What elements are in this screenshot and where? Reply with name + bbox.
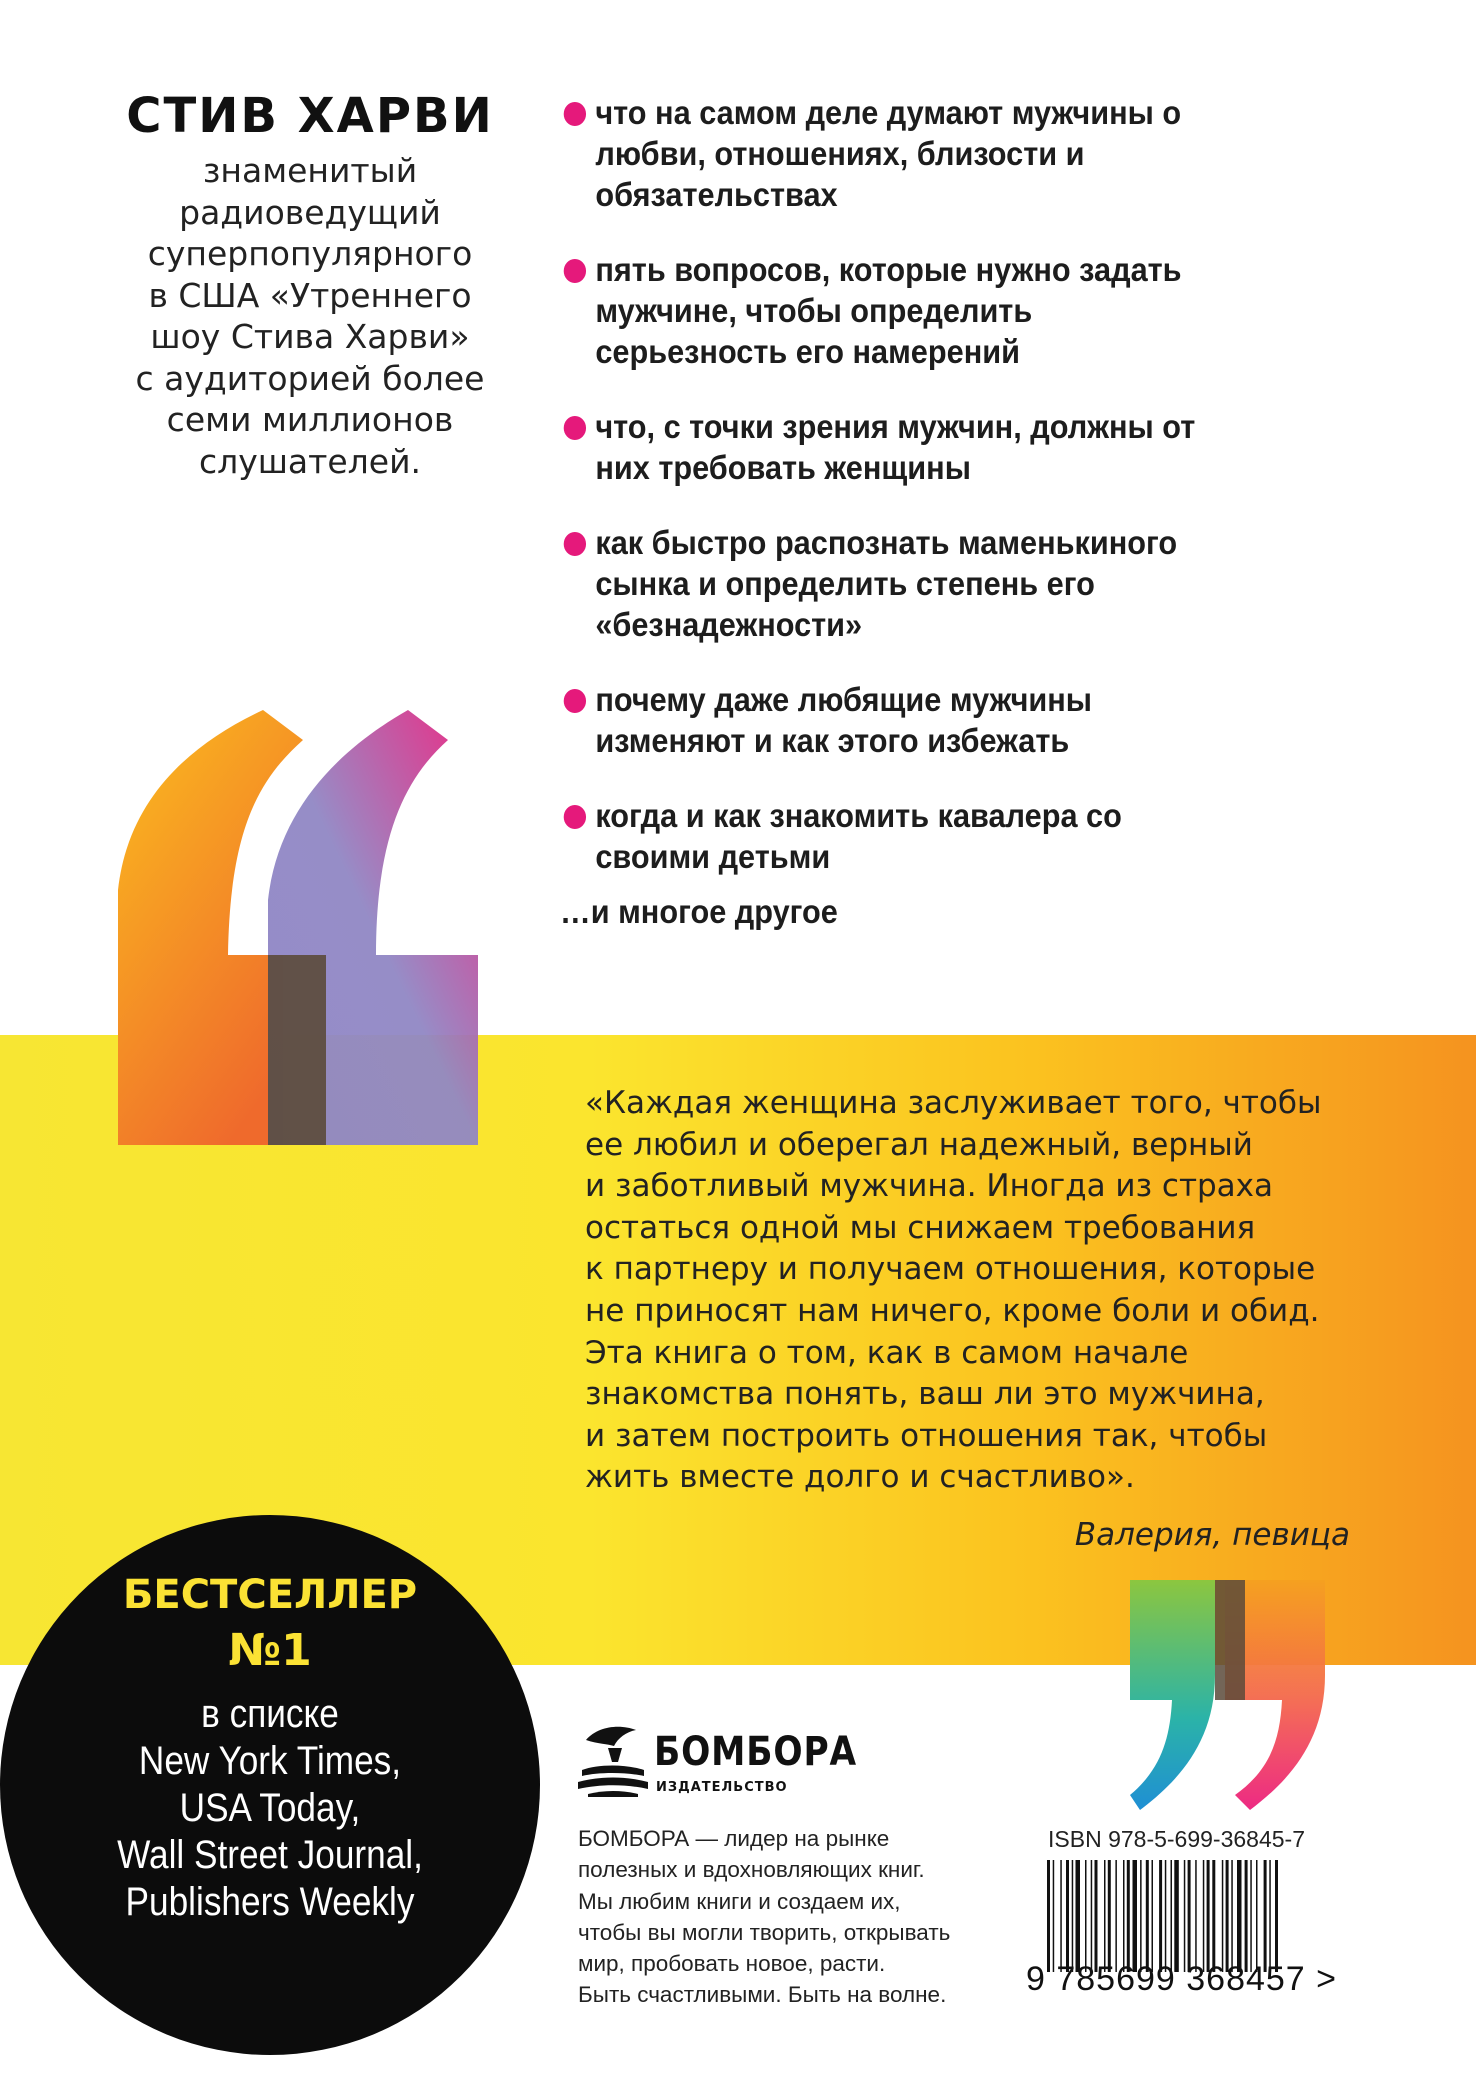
barcode-digits: 9 785699 368457 > — [1026, 1960, 1338, 1998]
publisher-line: мир, пробовать новое, расти. — [578, 1951, 886, 1977]
barcode-bar — [1115, 1860, 1117, 1972]
publisher-line: БОМБОРА — лидер на рынке — [578, 1826, 890, 1851]
bullet-dot-icon — [564, 416, 586, 440]
more-text: …и многое другое — [560, 893, 838, 930]
quote-line: «Каждая женщина заслуживает того, чтобы — [585, 1085, 1322, 1121]
barcode-bar — [1245, 1860, 1248, 1972]
barcode-bar — [1184, 1860, 1186, 1972]
feature-item — [560, 406, 1211, 488]
bullet-dot-icon — [564, 805, 586, 829]
publisher-line: полезных и вдохновляющих книг. — [578, 1857, 925, 1883]
feature-item — [560, 795, 1211, 877]
badge-line: USA Today, — [179, 1786, 361, 1830]
barcode-bar — [1171, 1860, 1173, 1972]
bullet-dot-icon — [564, 532, 586, 556]
barcode-bar — [1091, 1860, 1093, 1972]
barcode-bar — [1275, 1860, 1278, 1972]
barcode-bar — [1095, 1860, 1098, 1972]
badge-number: №1 — [228, 1625, 312, 1676]
barcode-bar — [1250, 1860, 1252, 1972]
publisher-subtitle: ИЗДАТЕЛЬСТВО — [656, 1780, 788, 1795]
publisher-line: чтобы вы могли творить, открывать — [578, 1919, 951, 1945]
bio-line: в США «Утреннего — [148, 275, 472, 315]
quote-line: и затем построить отношения так, чтобы — [585, 1417, 1268, 1454]
barcode-bar — [1269, 1860, 1271, 1972]
quote-line: к партнеру и получаем отношения, которые — [585, 1251, 1316, 1288]
badge-lists — [0, 1691, 540, 1926]
barcode-bar — [1188, 1860, 1191, 1972]
quote-line: жить вместе долго и счастливо». — [585, 1459, 1135, 1496]
barcode-bar — [1264, 1860, 1267, 1972]
publisher-logo-icon — [578, 1722, 648, 1797]
quote-attribution: Валерия, певица — [1074, 1517, 1350, 1553]
publisher-name: БОМБОРА — [654, 1729, 858, 1775]
isbn-label: ISBN 978-5-699-36845-7 — [1048, 1826, 1305, 1852]
bio-line: радиоведущий — [179, 192, 441, 232]
barcode-bar — [1076, 1860, 1081, 1972]
bio-line: слушателей. — [198, 441, 422, 481]
barcode-bar — [1104, 1860, 1106, 1972]
feature-text: когда и как знакомить кавалера со своими детьми — [595, 797, 1122, 875]
barcode-bar — [1212, 1860, 1215, 1972]
badge-line: Publishers Weekly — [125, 1880, 415, 1924]
quote-line: Эта книга о том, как в самом начале — [585, 1334, 1189, 1371]
barcode-bar — [1222, 1860, 1224, 1972]
barcode-bar — [1207, 1860, 1210, 1972]
quote-text — [585, 1083, 1405, 1499]
barcode-bar — [1085, 1860, 1087, 1972]
feature-text: что на самом деле думают мужчины о любви, отношениях, близости и обязательствах — [595, 94, 1182, 213]
bio-line: семи миллионов — [166, 400, 454, 439]
barcode-bar — [1146, 1860, 1149, 1972]
barcode-bar — [1108, 1860, 1111, 1972]
barcode-bar — [1127, 1860, 1130, 1972]
bio-line: знаменитый — [202, 151, 418, 190]
quote-line: остаться одной мы снижаем требования — [585, 1209, 1256, 1246]
feature-item — [560, 679, 1211, 761]
bio-line: суперпопулярного — [147, 234, 473, 273]
bio-line: с аудиторией более — [135, 358, 485, 398]
quote-line: не приносят нам ничего, кроме боли и обид. — [585, 1292, 1320, 1329]
barcode-bar — [1174, 1860, 1179, 1972]
barcode-bar — [1159, 1860, 1162, 1972]
barcode-bar — [1165, 1860, 1167, 1972]
bio-line: шоу Стива Харви» — [150, 317, 470, 356]
quote-line: ее любил и оберегал надежный, верный — [585, 1126, 1253, 1163]
bullet-dot-icon — [564, 689, 586, 713]
publisher-description — [578, 1823, 1038, 2011]
author-bio — [100, 150, 520, 482]
barcode-bar — [1256, 1860, 1258, 1972]
feature-item — [560, 249, 1211, 372]
barcode-bar — [1152, 1860, 1154, 1972]
quote-line: и заботливый мужчина. Иногда из страха — [585, 1168, 1274, 1205]
barcode-bar — [1203, 1860, 1205, 1972]
bestseller-badge — [0, 1515, 540, 2055]
quote-line: знакомства понять, ваш ли это мужчина, — [585, 1376, 1265, 1413]
badge-line: в списке — [201, 1692, 339, 1736]
badge-line: Wall Street Journal, — [117, 1833, 423, 1877]
barcode-bar — [1140, 1860, 1142, 1972]
barcode-bar — [1133, 1860, 1138, 1972]
open-quote-mark-graphic — [118, 710, 478, 1145]
bullet-dot-icon — [564, 102, 586, 126]
barcode-bar — [1237, 1860, 1242, 1972]
barcode-bar — [1060, 1860, 1062, 1972]
barcode — [1043, 1860, 1343, 1972]
bullet-dot-icon — [564, 259, 586, 283]
barcode-bar — [1123, 1860, 1125, 1972]
barcode-bar — [1047, 1860, 1050, 1972]
feature-list — [560, 92, 1260, 911]
close-quote-mark-graphic — [1130, 1580, 1330, 1810]
barcode-bar — [1226, 1860, 1229, 1972]
feature-text: что, с точки зрения мужчин, должны от них требовать женщины — [595, 408, 1196, 486]
barcode-bar — [1053, 1860, 1055, 1972]
feature-item — [560, 92, 1211, 215]
feature-text: как быстро распознать маменькиного сынка и определить степень его «безнадежности» — [595, 524, 1178, 643]
feature-text: почему даже любящие мужчины изменяют и как этого избежать — [595, 681, 1093, 759]
feature-item — [560, 522, 1211, 645]
barcode-bar — [1072, 1860, 1074, 1972]
author-name: СТИВ ХАРВИ — [126, 88, 494, 144]
badge-line: New York Times, — [138, 1739, 402, 1783]
publisher-line: Быть счастливыми. Быть на волне. — [578, 1982, 947, 2008]
feature-text: пять вопросов, которые нужно задать мужчине, чтобы определить серьезность его намерений — [595, 251, 1182, 370]
badge-title: БЕСТСЕЛЛЕР — [122, 1572, 418, 1618]
barcode-bar — [1066, 1860, 1069, 1972]
publisher-line: Мы любим книги и создаем их, — [578, 1888, 901, 1914]
barcode-bar — [1231, 1860, 1233, 1972]
barcode-bar — [1195, 1860, 1197, 1972]
